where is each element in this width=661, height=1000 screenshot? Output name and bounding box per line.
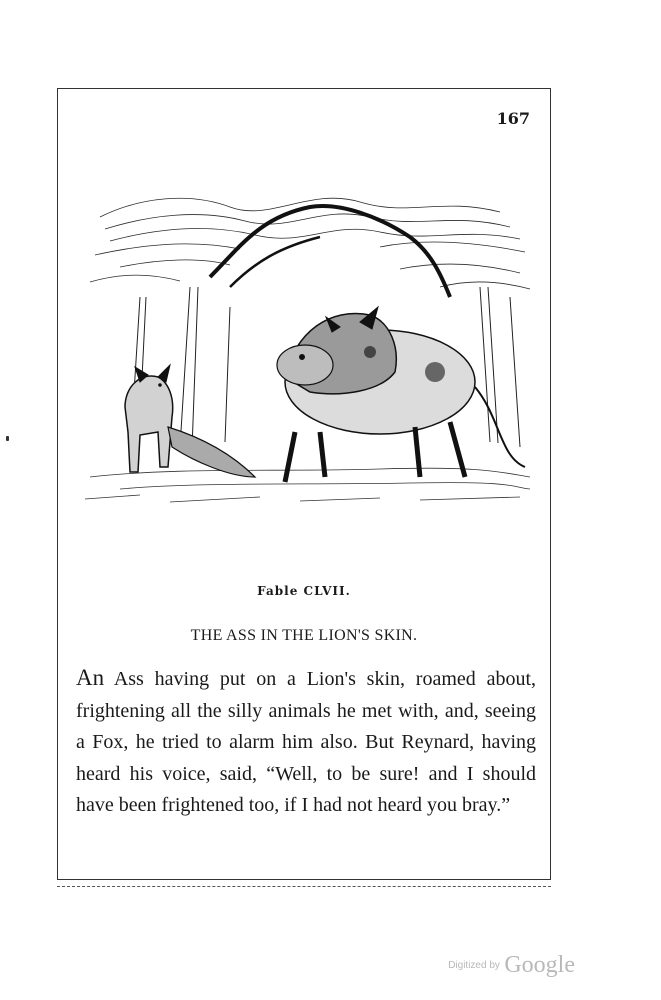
- fable-number: Fable CLVII.: [257, 584, 351, 598]
- watermark-prefix: Digitized by: [448, 960, 500, 971]
- page-frame: [57, 88, 551, 880]
- fable-body: [76, 662, 536, 822]
- page-number: 167: [496, 109, 530, 128]
- tree-branch: [210, 206, 450, 297]
- ass-in-lion-skin: [277, 307, 525, 482]
- fable-title: THE ASS IN THE LION'S SKIN.: [190, 627, 418, 644]
- bottom-rule: [57, 886, 551, 887]
- watermark-brand: Google: [504, 952, 575, 978]
- fable-lead-word: An: [76, 665, 105, 690]
- fable-illustration: [80, 177, 535, 517]
- stray-ink-mark: [6, 436, 9, 441]
- tree-canopy: [90, 198, 530, 289]
- fable-body-text: Ass having put on a Lion's skin, roamed about, frightening all the silly animals he met with, and, seeing a Fox, he tried to alarm him also. But Reynard, having heard his voice, said, “Well, to be sure! and I should have been frightened too, if I had not heard you bray.”: [76, 668, 536, 816]
- fox: [125, 365, 255, 477]
- digitization-watermark: [448, 952, 575, 979]
